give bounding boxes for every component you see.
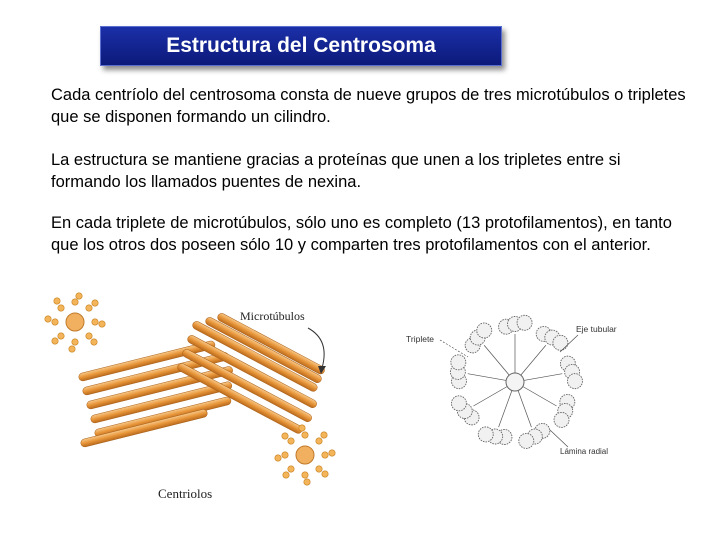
centriole-cross-section-diagram	[400, 282, 630, 492]
triplete-label: Triplete	[406, 334, 435, 344]
microtubulos-label: Microtúbulos	[240, 309, 305, 323]
paragraph-centriolo: Cada centríolo del centrosoma consta de nueve grupos de tres microtúbulos o tripletes que se disponen formando un cilindro.	[51, 86, 686, 126]
microtubule-circle	[553, 335, 568, 350]
microtubule-circle	[554, 412, 569, 427]
slide-title: Estructura del Centrosoma	[166, 34, 436, 57]
microtubule-circle	[451, 355, 466, 370]
microtubule-circle	[519, 433, 534, 448]
centriolos-label: Centriolos	[158, 486, 213, 501]
cross-section-small-top	[45, 293, 105, 352]
microtubule-circle	[567, 374, 582, 389]
eje-tubular-label: Eje tubular	[576, 324, 617, 334]
microtubule-circle	[477, 323, 492, 338]
microtubule-circle	[517, 315, 532, 330]
microtubule-bundle-left	[78, 340, 233, 448]
central-hub	[506, 373, 524, 391]
paragraph-triplete: En cada triplete de microtúbulos, sólo uno es completo (13 protofilamentos), en tanto que los otros dos poseen sólo 10 y comparten tres protofilamentos con el anterior.	[51, 214, 672, 254]
paragraph-nexina: La estructura se mantiene gracias a proteínas que unen a los tripletes entre si formando los llamados puentes de nexina.	[51, 151, 621, 191]
centriole-illustration	[40, 290, 350, 510]
microtubule-circle	[478, 427, 493, 442]
microtubule-circle	[451, 396, 466, 411]
lamina-radial-label: Lámina radial	[560, 447, 609, 456]
slide-title-banner	[100, 26, 502, 66]
cross-section-small-bottom	[275, 425, 335, 485]
